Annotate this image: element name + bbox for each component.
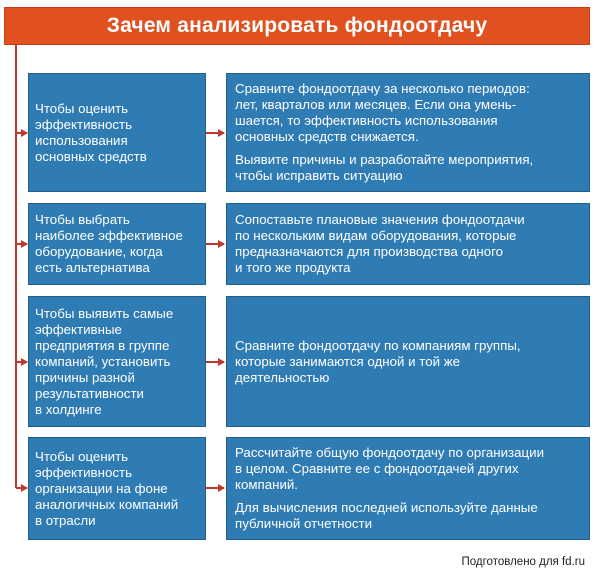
action-box-2: [226, 203, 590, 285]
goal-text-1: Чтобы оценить эффективность использования основных средств: [35, 100, 147, 164]
action-text-1b: Выявите причины и разработайте мероприятия, чтобы исправить ситуацию: [235, 152, 534, 183]
action-text-3a: Сравните фондоотдачу по компаниям группы, которые занимаются одной и той же деятельностью: [235, 337, 521, 385]
goal-box-1: [28, 73, 206, 192]
goal-text-2: Чтобы выбрать наиболее эффективное оборудование, когда есть альтернатива: [35, 212, 183, 275]
action-box-3: [226, 296, 590, 427]
goal-box-3: [28, 296, 206, 427]
goal-text-4: Чтобы оценить эффективность организации на фоне аналогичных компаний в отрасли: [35, 448, 179, 528]
goal-text-3: Чтобы выявить самые эффективные предприятия в группе компаний, установить причины разной результативности в холдинге: [35, 305, 174, 417]
action-text-2a: Сопоставьте плановые значения фондоотдачи по нескольким видам оборудования, которые предназначаются для производства одного и того же продукта: [235, 212, 525, 275]
action-text-4b: Для вычисления последней используйте данные публичной отчетности: [235, 500, 538, 531]
goal-box-2: [28, 203, 206, 285]
diagram-title: Зачем анализировать фондоотдачу: [4, 7, 590, 45]
action-box-1: [226, 73, 590, 192]
action-text-1a: Сравните фондоотдачу за несколько периодов: лет, кварталов или месяцев. Если она умень- шается, то эффективность использования основных средств снижается.: [235, 81, 530, 144]
source-credit: Подготовлено для fd.ru: [461, 556, 585, 568]
goal-box-4: [28, 437, 206, 540]
action-box-4: [226, 437, 590, 540]
action-text-4a: Рассчитайте общую фондоотдачу по организации в целом. Сравните ее с фондоотдачей других компаний.: [235, 445, 545, 492]
